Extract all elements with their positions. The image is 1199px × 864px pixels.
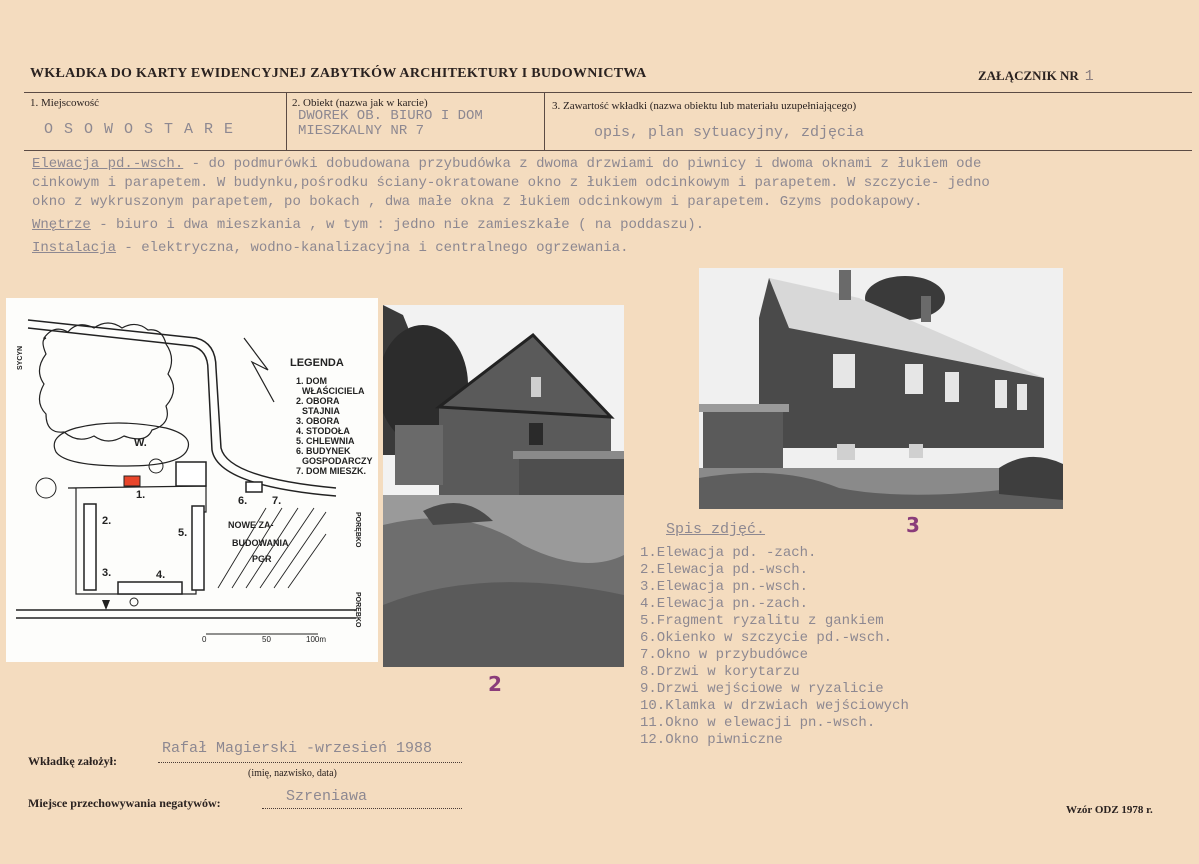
plan-number-6: 6.: [238, 495, 248, 507]
legend-item: WŁAŚCICIELA: [302, 386, 365, 396]
photo-list-item: 6.Okienko w szczycie pd.-wsch.: [640, 630, 893, 646]
founder-hint: (imię, nazwisko, data): [248, 768, 337, 779]
scale-50: 50: [262, 635, 271, 644]
road-label-porebko-top: PORĘBKO: [354, 512, 361, 548]
photo-list-item: 2.Elewacja pd.-wsch.: [640, 562, 809, 578]
pond-label: W.: [134, 437, 147, 449]
description-line-2: cinkowym i parapetem. W budynku,pośrodku ściany-okratowane okno z łukiem odcinkowym i parapetem. W szczycie- jedno: [32, 175, 990, 191]
legend-item: 3. OBORA: [296, 416, 340, 426]
plan-number-2: 2.: [102, 515, 112, 527]
legend-item: 6. BUDYNEK: [296, 446, 351, 456]
photo-3-image: [699, 268, 1063, 509]
photo-list-item: 9.Drzwi wejściowe w ryzalicie: [640, 681, 884, 697]
storage-label: Miejsce przechowywania negatywów:: [28, 796, 221, 810]
plan-number-1: 1.: [136, 489, 146, 501]
form-title: WKŁADKA DO KARTY EWIDENCYJNEJ ZABYTKÓW ARCHITEKTURY I BUDOWNICTWA: [30, 66, 647, 81]
photo-list-item: 12.Okno piwniczne: [640, 732, 783, 748]
scale-100: 100m: [306, 635, 327, 644]
new-buildings-3: PGR: [252, 554, 272, 564]
scale-0: 0: [202, 635, 207, 644]
legend-item: 4. STODOŁA: [296, 426, 350, 436]
plan-number-5: 5.: [178, 527, 188, 539]
photo-list-item: 10.Klamka w drzwiach wejściowych: [640, 698, 909, 714]
founder-value: Rafał Magierski -wrzesień 1988: [162, 740, 433, 757]
new-buildings-1: NOWE ZA-: [228, 520, 274, 530]
place-label: 1. Miejscowość: [30, 97, 100, 109]
legend-item: 7. DOM MIESZK.: [296, 466, 367, 476]
photo-2-image: [383, 305, 624, 667]
photo-list-item: 11.Okno w elewacji pn.-wsch.: [640, 715, 876, 731]
object-value-1: DWOREK OB. BIURO I DOM: [298, 108, 483, 124]
legend-item: 5. CHLEWNIA: [296, 436, 355, 446]
field-divider-1: [286, 92, 287, 150]
founder-line: [158, 762, 462, 763]
site-plan: [6, 298, 378, 662]
founder-label: Wkładkę założył:: [28, 754, 117, 768]
photo-2: [383, 305, 624, 667]
description-line-3: okno z wykruszonym parapetem, po bokach , dwa małe okna z łukiem odcinkowym i parapetem. Gzyms podokapowy.: [32, 194, 923, 210]
legend-item: 2. OBORA: [296, 396, 340, 406]
new-buildings-2: BUDOWANIA: [232, 538, 289, 548]
description-block: [32, 155, 1192, 258]
form-code: Wzór ODZ 1978 r.: [1066, 804, 1153, 816]
photo-list-item: 3.Elewacja pn.-wsch.: [640, 579, 809, 595]
content-value: opis, plan sytuacyjny, zdjęcia: [594, 124, 865, 141]
photo-list-item: 4.Elewacja pn.-zach.: [640, 596, 809, 612]
content-label: 3. Zawartość wkładki (nazwa obiektu lub materiału uzupełniającego): [552, 100, 857, 112]
photo-3: [699, 268, 1063, 509]
field-divider-2: [544, 92, 545, 150]
place-value: O S O W O S T A R E: [44, 121, 235, 138]
description-line-1: Elewacja pd.-wsch. - do podmurówki dobudowana przybudówka z dwoma drzwiami do piwnicy i dwoma oknami z łukiem ode: [32, 156, 982, 172]
annex-label: ZAŁĄCZNIK NR 1: [978, 68, 1094, 85]
photo-list: [640, 545, 909, 749]
storage-value: Szreniawa: [286, 788, 368, 805]
legend-item: 1. DOM: [296, 376, 328, 386]
plan-number-4: 4.: [156, 569, 166, 581]
plan-number-7: 7.: [272, 495, 282, 507]
photo-list-item: 8.Drzwi w korytarzu: [640, 664, 800, 680]
photo-3-number: 3: [906, 513, 920, 537]
photo-list-item: 1.Elewacja pd. -zach.: [640, 545, 817, 561]
annex-number: 1: [1084, 68, 1094, 85]
photo-list-item: 7.Okno w przybudówce: [640, 647, 809, 663]
plan-number-3: 3.: [102, 567, 112, 579]
object-label: 2. Obiekt (nazwa jak w karcie): [292, 97, 428, 109]
object-value-2: MIESZKALNY NR 7: [298, 123, 425, 139]
legend-title: LEGENDA: [290, 357, 344, 369]
photo-2-number: 2: [488, 672, 502, 696]
header-rule-bottom: [24, 150, 1192, 151]
storage-line: [262, 808, 462, 809]
site-plan-drawing: [6, 298, 378, 662]
road-label-porebko-bottom: PORĘBKO: [354, 592, 361, 628]
road-label-sycyn: SYCYN: [17, 345, 24, 370]
header-rule-top: [24, 92, 1192, 93]
legend-item: STAJNIA: [302, 406, 340, 416]
description-line-5: Instalacja - elektryczna, wodno-kanalizacyjna i centralnego ogrzewania.: [32, 240, 629, 256]
photo-list-item: 5.Fragment ryzalitu z gankiem: [640, 613, 884, 629]
legend-item: GOSPODARCZY: [302, 456, 373, 466]
photo-list-title: Spis zdjęć.: [666, 521, 766, 538]
description-line-4: Wnętrze - biuro i dwa mieszkania , w tym : jedno nie zamieszkałe ( na poddaszu).: [32, 217, 705, 233]
